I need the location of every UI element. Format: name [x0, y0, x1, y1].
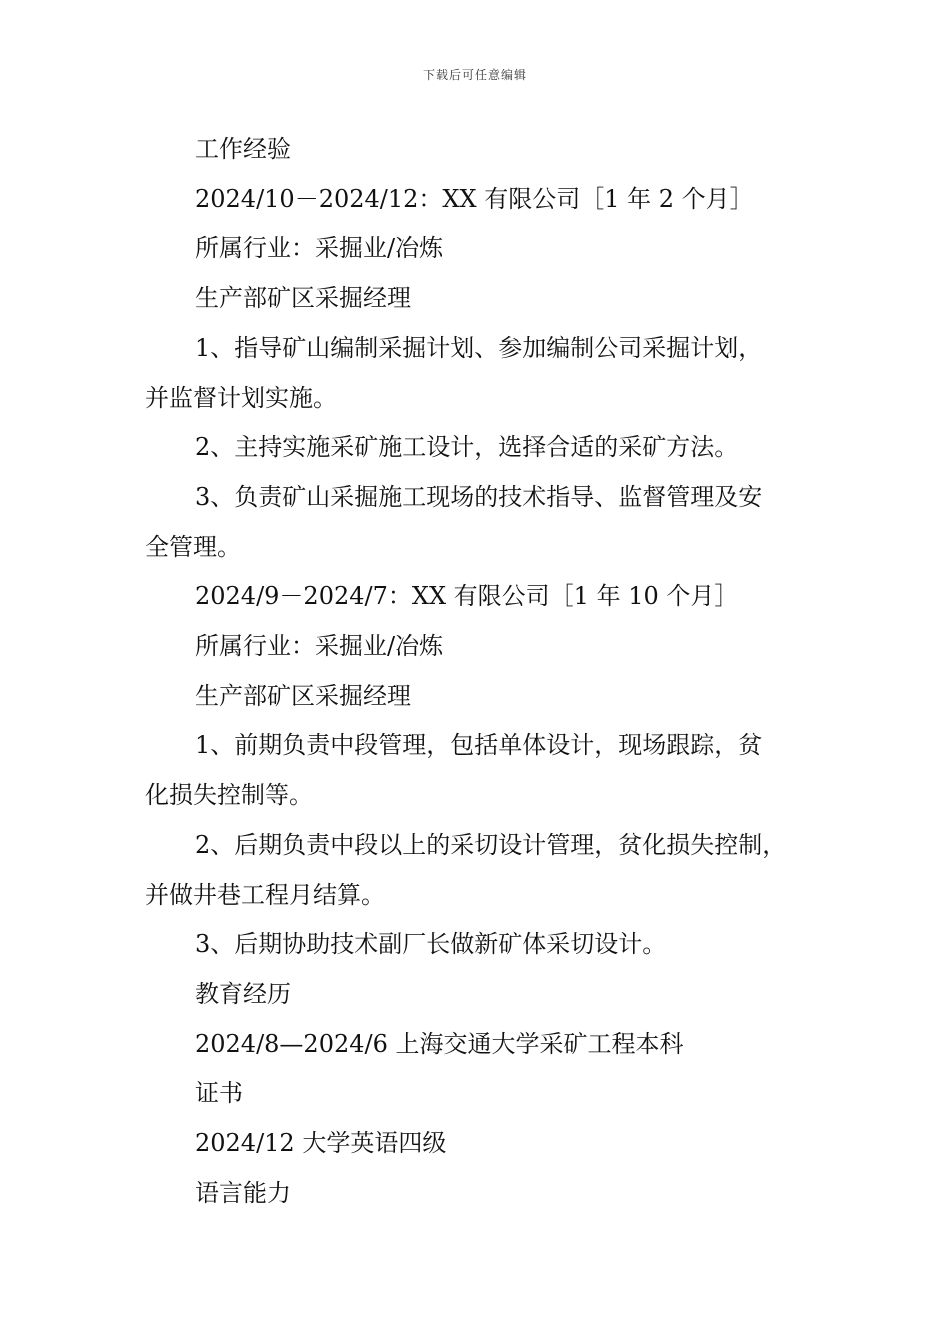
job-industry-2: 所属行业：采掘业/冶炼 [195, 632, 444, 661]
document-body [145, 125, 815, 1218]
section-heading-certificates: 证书 [195, 1079, 243, 1108]
section-heading-education: 教育经历 [195, 979, 291, 1008]
section-heading-languages: 语言能力 [195, 1178, 291, 1207]
job-2-duty-1-cont: 化损失控制等。 [145, 781, 313, 810]
section-heading-work-experience: 工作经验 [195, 135, 291, 163]
job-1-duty-3-cont: 全管理。 [145, 532, 241, 561]
certificate-entry: 2024/12 大学英语四级 [195, 1129, 447, 1158]
job-1-duty-2: 2、主持实施采矿施工设计，选择合适的采矿方法。 [195, 433, 739, 462]
job-period-2: 2024/9－2024/7：XX 有限公司［1 年 10 个月］ [195, 582, 739, 611]
job-2-duty-1: 1、前期负责中段管理，包括单体设计，现场跟踪，贫 [195, 731, 763, 760]
job-1-duty-1-cont: 并监督计划实施。 [145, 383, 337, 412]
job-1-duty-3: 3、负责矿山采掘施工现场的技术指导、监督管理及安 [195, 482, 763, 511]
job-2-duty-3: 3、后期协助技术副厂长做新矿体采切设计。 [195, 930, 667, 959]
job-2-duty-2-cont: 并做井巷工程月结算。 [145, 880, 385, 909]
education-entry: 2024/8—2024/6 上海交通大学采矿工程本科 [195, 1029, 684, 1058]
page-header-note: 下载后可任意编辑 [422, 68, 527, 82]
job-1-duty-1: 1、指导矿山编制采掘计划、参加编制公司采掘计划， [195, 333, 763, 362]
job-2-duty-2: 2、后期负责中段以上的采切设计管理，贫化损失控制， [195, 830, 787, 859]
job-title-1: 生产部矿区采掘经理 [195, 284, 411, 313]
job-period-1: 2024/10－2024/12：XX 有限公司［1 年 2 个月］ [195, 184, 754, 213]
job-title-2: 生产部矿区采掘经理 [195, 681, 411, 710]
job-industry-1: 所属行业：采掘业/冶炼 [195, 234, 444, 263]
